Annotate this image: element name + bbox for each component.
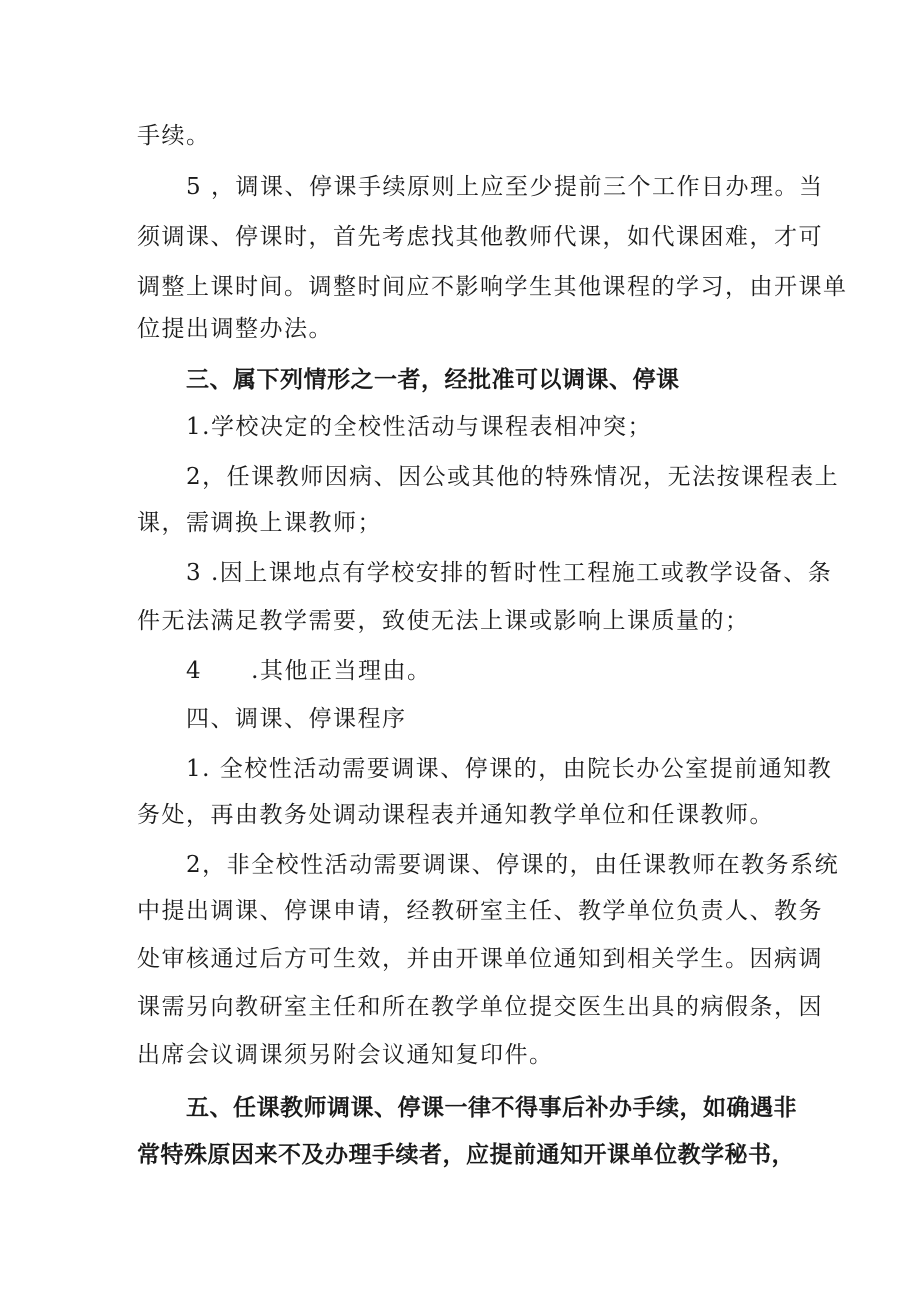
section-heading-5: 五、任课教师调课、停课一律不得事后补办手续，如确遇非: [186, 1095, 797, 1121]
text-line: 位提出调整办法。: [137, 316, 333, 342]
text-line: 1.学校决定的全校性活动与课程表相冲突；: [186, 414, 652, 440]
text-line: 2，任课教师因病、因公或其他的特殊情况，无法按课程表上: [186, 464, 840, 490]
text-line: 1. 全校性活动需要调课、停课的，由院长办公室提前通知教: [186, 756, 833, 782]
text-line: 课需另向教研室主任和所在教学单位提交医生出具的病假条，因: [137, 994, 823, 1020]
text-line: 2，非全校性活动需要调课、停课的，由任课教师在教务系统: [186, 852, 840, 878]
text-line: 件无法满足教学需要，致使无法上课或影响上课质量的；: [137, 608, 750, 634]
section-heading-4: 四、调课、停课程序: [186, 706, 407, 732]
text-line: 出席会议调课须另附会议通知复印件。: [137, 1042, 554, 1068]
text-line: 4 .其他正当理由。: [186, 658, 432, 684]
text-line: 中提出调课、停课申请，经教研室主任、教学单位负责人、教务: [137, 898, 823, 924]
text-line: 3 .因上课地点有学校安排的暂时性工程施工或教学设备、条: [186, 560, 833, 586]
text-line: 调整上课时间。调整时间应不影响学生其他课程的学习，由开课单: [137, 274, 848, 300]
text-line: 手续。: [137, 123, 211, 149]
text-line: 处审核通过后方可生效，并由开课单位通知到相关学生。因病调: [137, 946, 823, 972]
text-line: 常特殊原因来不及办理手续者，应提前通知开课单位教学秘书，: [137, 1142, 795, 1168]
text-line: 课，需调换上课教师；: [137, 510, 382, 536]
text-line: 5 ，调课、停课手续原则上应至少提前三个工作日办理。当: [186, 174, 824, 200]
text-line: 务处，再由教务处调动课程表并通知教学单位和任课教师。: [137, 802, 774, 828]
section-heading-3: 三、属下列情形之一者，经批准可以调课、停课: [186, 367, 680, 393]
text-line: 须调课、停课时，首先考虑找其他教师代课，如代课困难，才可: [137, 224, 823, 250]
